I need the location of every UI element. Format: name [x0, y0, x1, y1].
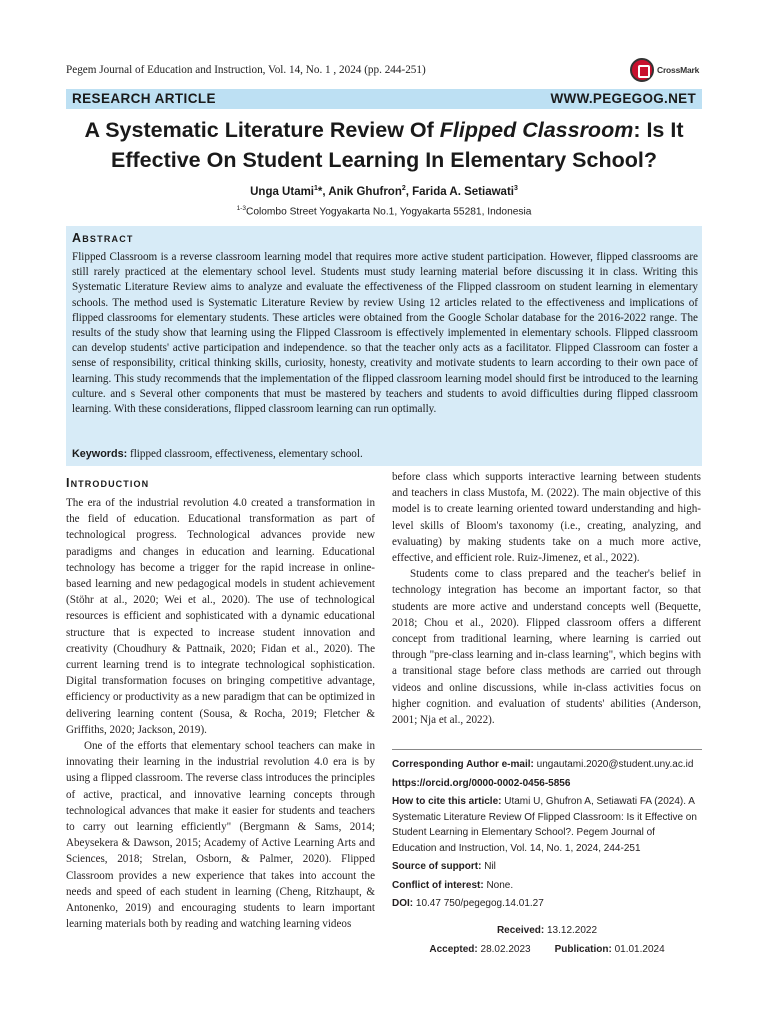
intro-paragraph: Students come to class prepared and the teacher's belief in technology integration has become an important factor, so that students are more active and understand concepts well (Bequette, 2018; Chou et al., 2020). Flipped classroom offers a different concept from traditional learning, where learning is carried out through "pre-class learning and in-class learning", which begins with a transitional stage before class methods are carried out through videos and online discussions, while in-class activities focus on higher cognition. and evaluation of students' abilities (Anderson, 2001; Nja et al., 2022). — [392, 568, 701, 727]
journal-citation: Pegem Journal of Education and Instruction, Vol. 14, No. 1 , 2024 (pp. 244-251) — [66, 64, 426, 76]
abstract-section — [66, 226, 702, 466]
author-2: Anik Ghufron — [328, 185, 402, 198]
right-column — [392, 469, 701, 728]
keywords — [72, 448, 363, 460]
left-column — [66, 495, 375, 932]
metadata-divider — [392, 749, 702, 750]
orcid-link[interactable]: https://orcid.org/0000-0002-0456-5856 — [392, 777, 571, 789]
publication-label: Publication: — [554, 944, 612, 955]
abstract-text: Flipped Classroom is a reverse classroom learning model that requires more active student participation. However, flipped classrooms are still rarely practiced at the elementary school level. Students must study learning material before discussing it in class. Writing this Systematic Literature Review aims to analyze and evaluate the effectiveness of the Flipped classroom on student learning in elementary schools. The method used is Systematic Literature Review by review Using 12 articles related to the effectiveness and implications of flipped classrooms for elementary students. These articles were obtained from the Google Scholar database for the 2016-2022 range. The results of the study show that learning using the Flipped Classroom is effectively implemented in elementary schools. Flipped classroom can develop students' active participation and independence. so that the teacher only acts as a facilitator. Flipped Classroom can foster a sense of responsibility, critical thinking skills, curiosity, honesty, creativity and motivate students to learn according to their own pace of learning. This study recommends that the implementation of the flipped classroom learning model should first be introduced to the learning culture. and s Several other components that must be mastered by teachers and students to avoid difficulties during flipped classroom learning. With these considerations, flipped classroom learning can run optimally. — [72, 251, 698, 416]
crossmark-badge[interactable] — [630, 58, 704, 84]
article-title: A Systematic Literature Review Of Flipped Classroom: Is It Effective On Student Learning In Elementary School? — [84, 118, 684, 172]
source-of-support: Source of support: Nil — [392, 861, 496, 872]
journal-website-link[interactable]: WWW.PEGEGOG.NET — [550, 91, 696, 106]
article-type: RESEARCH ARTICLE — [72, 91, 216, 106]
crossmark-icon — [630, 58, 654, 82]
article-metadata — [392, 757, 702, 912]
introduction-heading: Introduction — [66, 476, 150, 490]
intro-paragraph: One of the efforts that elementary school teachers can make in innovating their learning in the industrial revolution 4.0 era is by using a flipped classroom. The reverse class introduces the principles of active, practical, and innovative learning concepts through technological advances that make it easier for students and teachers to carry out learning efficiently" (Bergmann & Sams, 2014; Abeysekera & Dawson, 2015; Academy of Active Learning Arts and Sciences, 2018; Strelan, Osborn, & Palmer, 2020). Flipped Classroom provides a new experience that takes into account the needs and speed of each student in learning (Cheng, Ritzhaupt, & Antonenko, 2019) and encouraging students to learn important learning materials both by reading and watching learning videos — [66, 740, 375, 931]
intro-paragraph: before class which supports interactive learning between students and teachers in class Mustofa, M. (2022). The main objective of this model is to create learning oriented toward understanding and high-level skills of Bloom's taxonomy (i.e., creating, analyzing, and evaluating) by making students take on a much more active, effective, and efficient role. Ruiz-Jimenez, et al., 2022). — [392, 471, 701, 565]
article-banner — [66, 89, 702, 109]
abstract-heading: Abstract — [72, 231, 134, 245]
doi[interactable]: DOI: 10.47 750/pegegog.14.01.27 — [392, 898, 544, 909]
received-date: Received: 13.12.2022 — [496, 925, 598, 936]
author-list: Unga Utami$^1$*, Anik Ghufron$^2$, Farida A. Setiawati$^3$ — [250, 185, 518, 198]
keywords-label: Keywords: — [72, 448, 128, 460]
corresponding-author: Corresponding Author e-mail: ungautami.2020@student.uny.ac.id — [392, 759, 694, 770]
accepted-value: 28.02.2023 — [477, 944, 531, 955]
keywords-value: flipped classroom, effectiveness, elementary school. — [127, 448, 363, 460]
author-1: Unga Utami — [250, 185, 315, 198]
accepted-publication-dates — [392, 944, 702, 955]
author-email-link[interactable]: ungautami.2020@student.uny.ac.id — [533, 759, 694, 770]
crossmark-label: CrossMark — [657, 65, 700, 75]
affiliation: $^{1-3}$Colombo Street Yogyakarta No.1, Yogyakarta 55281, Indonesia — [236, 205, 532, 218]
author-3: Farida A. Setiawati — [412, 185, 514, 198]
accepted-label: Accepted: — [429, 944, 478, 955]
intro-paragraph: The era of the industrial revolution 4.0 created a transformation in the field of education. Educational transformation as part of technological progress. Technological advances provide new paradigms and changes in education and learning. Educational technology has become a trigger for the rapid increase in online-based learning and new pedagogical models in student achievement (Stöhr at al., 2020; Wei et al., 2020). The use of technological resources is efficient and sophisticated with a dynamic educational structure that is expected to increase student innovation and creativity (Choudhury & Pattnaik, 2020; Fidan et al., 2020). The current learning trend is to integrate technological sophistication. Digital transformation focuses on bringing competitive advantage, efficiency or productivity as a new paradigm that can be optimized in delivering learning content (Sousa, & Rocha, 2019; Fletcher & Griffiths, 2020; Jackson, 2019). — [66, 497, 375, 736]
title-emphasis: Flipped Classroom — [439, 118, 634, 142]
citation: How to cite this article: Utami U, Ghufron A, Setiawati FA (2024). A Systematic Literature Review Of Flipped Classroom: Is it Effective on Student Learning in Elementary School?. Pegem Journal of Education and Instruction, Vol. 14, No. 1, 2024, 244-251 — [392, 796, 697, 854]
publication-value: 01.01.2024 — [611, 944, 665, 955]
conflict-of-interest: Conflict of interest: None. — [392, 879, 514, 891]
